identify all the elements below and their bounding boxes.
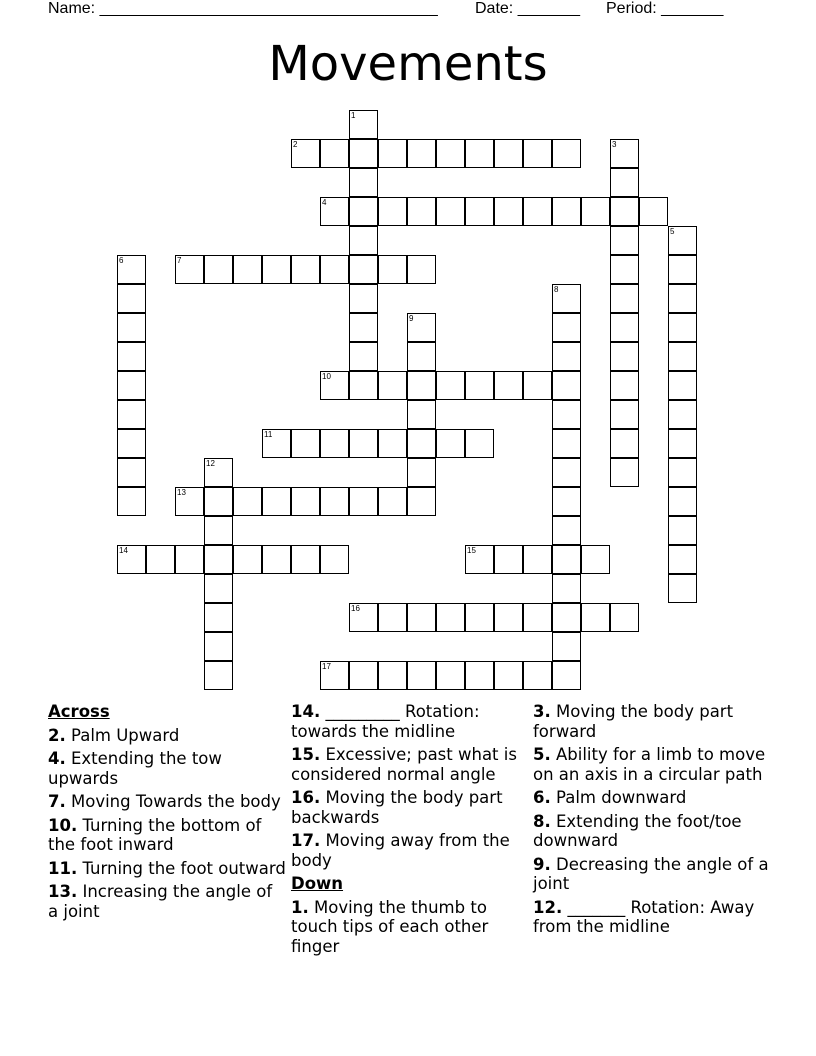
grid-cell[interactable]: [233, 487, 262, 516]
clue-number: 15.: [291, 745, 321, 764]
grid-cell[interactable]: [610, 284, 639, 313]
grid-cell[interactable]: [233, 255, 262, 284]
grid-cell[interactable]: [523, 603, 552, 632]
clue-text: Moving away from the body: [291, 831, 510, 870]
grid-cell[interactable]: [668, 342, 697, 371]
clue-number: 10: [322, 372, 331, 381]
clue-number: 3: [612, 140, 617, 149]
grid-cell[interactable]: [320, 661, 349, 690]
grid-cell[interactable]: [436, 661, 465, 690]
grid-cell[interactable]: [175, 255, 204, 284]
clue-text: _______ Rotation: Away from the midline: [533, 897, 755, 936]
grid-cell[interactable]: [204, 661, 233, 690]
clue-number: 13: [177, 488, 186, 497]
grid-cell[interactable]: [378, 255, 407, 284]
grid-cell[interactable]: [668, 429, 697, 458]
clue-number: 7: [177, 256, 182, 265]
grid-cell[interactable]: [204, 632, 233, 661]
grid-cell[interactable]: [668, 487, 697, 516]
clue-text: Moving the body part backwards: [291, 788, 503, 827]
grid-cell[interactable]: [407, 429, 436, 458]
grid-cell[interactable]: [668, 313, 697, 342]
clue-item: [291, 702, 529, 741]
clue-item: [533, 812, 771, 851]
clue-item: [291, 831, 529, 870]
down-heading: Down: [291, 874, 344, 893]
grid-cell[interactable]: [291, 255, 320, 284]
grid-cell[interactable]: [204, 255, 233, 284]
grid-cell[interactable]: [436, 429, 465, 458]
grid-cell[interactable]: [117, 487, 146, 516]
clue-number: 12.: [533, 897, 563, 917]
clue-item: [533, 855, 771, 894]
grid-cell[interactable]: [349, 284, 378, 313]
clue-number: 13.: [48, 882, 78, 901]
name-field-label: Name: ______________________________________: [48, 0, 438, 17]
grid-cell[interactable]: [610, 197, 639, 226]
grid-cell[interactable]: [320, 197, 349, 226]
grid-cell[interactable]: [494, 545, 523, 574]
clue-text: Ability for a limb to move on an axis in a circular path: [533, 745, 766, 784]
clue-text: Turning the bottom of the foot inward: [48, 815, 262, 854]
grid-cell[interactable]: [552, 313, 581, 342]
grid-cell[interactable]: [465, 603, 494, 632]
grid-cell[interactable]: [610, 255, 639, 284]
grid-cell[interactable]: [610, 400, 639, 429]
clue-item: [533, 702, 771, 741]
grid-cell[interactable]: [117, 342, 146, 371]
clue-text: Palm downward: [550, 788, 687, 807]
period-field-label: Period: _______: [606, 0, 724, 17]
grid-cell[interactable]: [349, 168, 378, 197]
grid-cell[interactable]: [494, 661, 523, 690]
grid-cell[interactable]: [552, 197, 581, 226]
grid-cell[interactable]: [610, 139, 639, 168]
grid-cell[interactable]: [117, 458, 146, 487]
grid-cell[interactable]: [523, 661, 552, 690]
grid-cell[interactable]: [262, 255, 291, 284]
grid-cell[interactable]: [523, 371, 552, 400]
clue-number: 10.: [48, 815, 78, 835]
clue-text: Excessive; past what is considered normal angle: [291, 745, 517, 784]
grid-cell[interactable]: [204, 487, 233, 516]
grid-cell[interactable]: [523, 139, 552, 168]
grid-cell[interactable]: [465, 429, 494, 458]
grid-cell[interactable]: [204, 516, 233, 545]
grid-cell[interactable]: [320, 545, 349, 574]
clue-number: 8.: [533, 811, 551, 831]
grid-cell[interactable]: [668, 226, 697, 255]
clue-text: Extending the tow upwards: [48, 749, 222, 788]
grid-cell[interactable]: [407, 458, 436, 487]
grid-cell[interactable]: [349, 226, 378, 255]
date-field-label: Date: _______: [475, 0, 580, 17]
clue-number: 11: [264, 430, 273, 439]
grid-cell[interactable]: [407, 487, 436, 516]
grid-cell[interactable]: [610, 313, 639, 342]
grid-cell[interactable]: [668, 516, 697, 545]
grid-cell[interactable]: [204, 545, 233, 574]
clue-item: [48, 882, 286, 921]
grid-cell[interactable]: [523, 545, 552, 574]
clues-column-3: [533, 702, 771, 941]
grid-cell[interactable]: [407, 197, 436, 226]
grid-cell[interactable]: [349, 139, 378, 168]
clue-number: 4.: [48, 749, 66, 768]
grid-cell[interactable]: [349, 342, 378, 371]
clue-item: [48, 816, 286, 855]
clue-item: [48, 726, 286, 746]
page-title: Movements: [268, 36, 548, 92]
clue-number: 5: [670, 227, 675, 236]
clue-number: 1.: [291, 897, 309, 917]
clues-column-2: [291, 702, 529, 960]
grid-cell[interactable]: [465, 371, 494, 400]
clue-text: Moving Towards the body: [65, 792, 281, 811]
grid-cell[interactable]: [581, 545, 610, 574]
grid-cell[interactable]: [117, 371, 146, 400]
clue-item: [533, 898, 771, 937]
grid-cell[interactable]: [610, 458, 639, 487]
grid-cell[interactable]: [378, 429, 407, 458]
grid-cell[interactable]: [552, 458, 581, 487]
grid-cell[interactable]: [175, 487, 204, 516]
grid-cell[interactable]: [465, 139, 494, 168]
grid-cell[interactable]: [552, 574, 581, 603]
clue-number: 4: [322, 198, 327, 207]
grid-cell[interactable]: [378, 139, 407, 168]
clue-item: [48, 792, 286, 812]
clue-number: 14: [119, 546, 128, 555]
clue-number: 6: [119, 256, 124, 265]
grid-cell[interactable]: [552, 632, 581, 661]
grid-cell[interactable]: [552, 516, 581, 545]
grid-cell[interactable]: [494, 603, 523, 632]
grid-cell[interactable]: [320, 139, 349, 168]
grid-cell[interactable]: [407, 139, 436, 168]
grid-cell[interactable]: [581, 603, 610, 632]
clue-number: 3.: [533, 702, 551, 721]
clue-number: 6.: [533, 788, 551, 807]
grid-cell[interactable]: [668, 574, 697, 603]
grid-cell[interactable]: [668, 458, 697, 487]
clue-text: Palm Upward: [65, 725, 180, 745]
clue-number: 16.: [291, 788, 321, 807]
grid-cell[interactable]: [668, 284, 697, 313]
clue-number: 17.: [291, 831, 321, 850]
grid-cell[interactable]: [494, 197, 523, 226]
grid-cell[interactable]: [117, 313, 146, 342]
clue-item: [48, 749, 286, 788]
grid-cell[interactable]: [291, 139, 320, 168]
grid-cell[interactable]: [407, 603, 436, 632]
clue-item: [291, 788, 529, 827]
grid-cell[interactable]: [407, 400, 436, 429]
grid-cell[interactable]: [552, 371, 581, 400]
clue-text: Moving the body part forward: [533, 702, 734, 741]
grid-cell[interactable]: [494, 371, 523, 400]
grid-cell[interactable]: [262, 429, 291, 458]
across-heading: Across: [48, 702, 110, 721]
grid-cell[interactable]: [552, 284, 581, 313]
clue-number: 7.: [48, 792, 66, 811]
clue-text: Moving the thumb to touch tips of each other finger: [291, 897, 489, 956]
grid-cell[interactable]: [349, 487, 378, 516]
grid-cell[interactable]: [378, 487, 407, 516]
clue-text: Turning the foot outward: [77, 858, 286, 878]
grid-cell[interactable]: [436, 139, 465, 168]
clue-number: 17: [322, 662, 331, 671]
clue-item: [291, 898, 529, 957]
grid-cell[interactable]: [146, 545, 175, 574]
grid-cell[interactable]: [349, 371, 378, 400]
clue-text: Extending the foot/toe downward: [533, 811, 742, 850]
grid-cell[interactable]: [117, 255, 146, 284]
grid-cell[interactable]: [349, 197, 378, 226]
grid-cell[interactable]: [639, 197, 668, 226]
clue-number: 16: [351, 604, 360, 613]
grid-cell[interactable]: [378, 197, 407, 226]
grid-cell[interactable]: [262, 487, 291, 516]
grid-cell[interactable]: [349, 110, 378, 139]
grid-cell[interactable]: [117, 400, 146, 429]
clue-item: [291, 745, 529, 784]
grid-cell[interactable]: [320, 487, 349, 516]
grid-cell[interactable]: [552, 342, 581, 371]
grid-cell[interactable]: [436, 603, 465, 632]
grid-cell[interactable]: [378, 603, 407, 632]
grid-cell[interactable]: [320, 255, 349, 284]
grid-cell[interactable]: [465, 197, 494, 226]
grid-cell[interactable]: [668, 400, 697, 429]
grid-cell[interactable]: [320, 429, 349, 458]
grid-cell[interactable]: [552, 661, 581, 690]
clue-text: Decreasing the angle of a joint: [533, 854, 769, 893]
clue-number: 9.: [533, 854, 551, 874]
grid-cell[interactable]: [291, 545, 320, 574]
clue-number: 1: [351, 111, 356, 120]
grid-cell[interactable]: [407, 371, 436, 400]
grid-cell[interactable]: [407, 313, 436, 342]
grid-cell[interactable]: [117, 284, 146, 313]
clue-item: [533, 745, 771, 784]
grid-cell[interactable]: [610, 342, 639, 371]
grid-cell[interactable]: [378, 661, 407, 690]
clue-number: 11.: [48, 858, 78, 878]
grid-cell[interactable]: [175, 545, 204, 574]
grid-cell[interactable]: [581, 197, 610, 226]
grid-cell[interactable]: [668, 545, 697, 574]
grid-cell[interactable]: [552, 139, 581, 168]
clue-number: 9: [409, 314, 414, 323]
grid-cell[interactable]: [494, 139, 523, 168]
grid-cell[interactable]: [552, 400, 581, 429]
grid-cell[interactable]: [465, 545, 494, 574]
grid-cell[interactable]: [204, 458, 233, 487]
grid-cell[interactable]: [349, 603, 378, 632]
clue-number: 2: [293, 140, 298, 149]
grid-cell[interactable]: [291, 429, 320, 458]
grid-cell[interactable]: [668, 255, 697, 284]
grid-cell[interactable]: [552, 545, 581, 574]
grid-cell[interactable]: [523, 197, 552, 226]
grid-cell[interactable]: [349, 429, 378, 458]
grid-cell[interactable]: [436, 197, 465, 226]
grid-cell[interactable]: [610, 168, 639, 197]
clue-number: 5.: [533, 745, 551, 764]
grid-cell[interactable]: [204, 574, 233, 603]
grid-cell[interactable]: [204, 603, 233, 632]
grid-cell[interactable]: [407, 661, 436, 690]
grid-cell[interactable]: [320, 371, 349, 400]
clue-number: 2.: [48, 725, 66, 745]
clue-item: [533, 788, 771, 808]
clue-text: Increasing the angle of a joint: [48, 882, 273, 921]
clue-item: [48, 859, 286, 879]
grid-cell[interactable]: [117, 429, 146, 458]
grid-cell[interactable]: [407, 342, 436, 371]
grid-cell[interactable]: [407, 255, 436, 284]
clue-text: _________ Rotation: towards the midline: [291, 702, 480, 741]
grid-cell[interactable]: [233, 545, 262, 574]
grid-cell[interactable]: [610, 226, 639, 255]
grid-cell[interactable]: [552, 429, 581, 458]
clue-number: 15: [467, 546, 476, 555]
grid-cell[interactable]: [349, 313, 378, 342]
grid-cell[interactable]: [436, 371, 465, 400]
grid-cell[interactable]: [291, 487, 320, 516]
grid-cell[interactable]: [552, 603, 581, 632]
grid-cell[interactable]: [262, 545, 291, 574]
grid-cell[interactable]: [117, 545, 146, 574]
grid-cell[interactable]: [465, 661, 494, 690]
grid-cell[interactable]: [378, 371, 407, 400]
clue-number: 8: [554, 285, 559, 294]
clue-number: 14.: [291, 702, 321, 721]
grid-cell[interactable]: [668, 371, 697, 400]
grid-cell[interactable]: [610, 603, 639, 632]
grid-cell[interactable]: [349, 255, 378, 284]
clue-number: 12: [206, 459, 215, 468]
grid-cell[interactable]: [552, 487, 581, 516]
grid-cell[interactable]: [610, 371, 639, 400]
grid-cell[interactable]: [349, 661, 378, 690]
grid-cell[interactable]: [610, 429, 639, 458]
clues-column-1: [48, 702, 286, 925]
